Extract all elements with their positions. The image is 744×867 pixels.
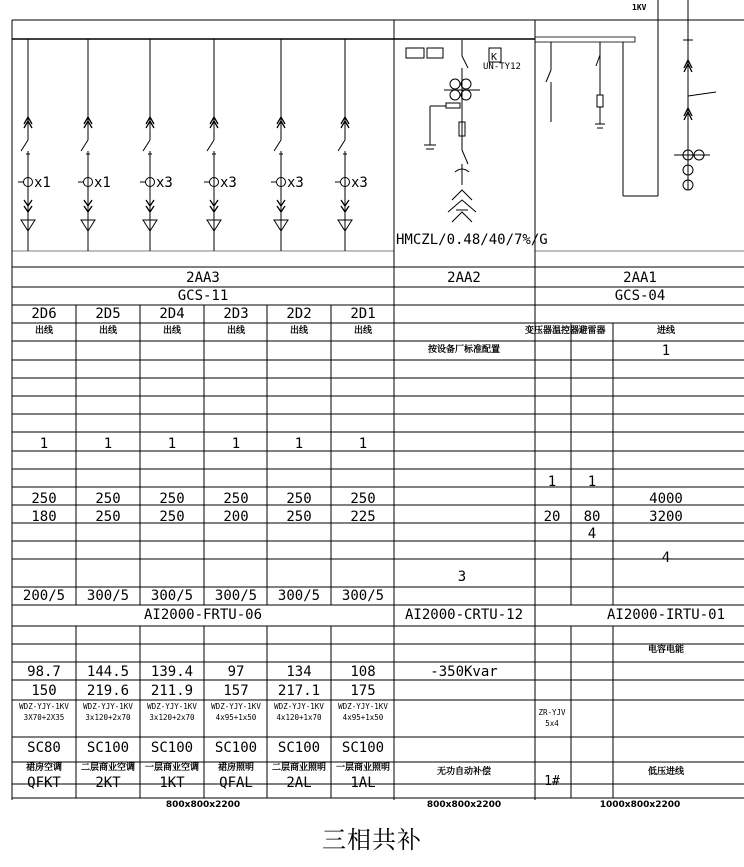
feeder-qty: 1 [231, 436, 241, 452]
load-code: 1KT [159, 775, 185, 791]
calc-current: 217.1 [277, 683, 321, 699]
breaker-frame: 250 [31, 491, 57, 507]
feeder-qty: 1 [167, 436, 177, 452]
feeder-qty: 1 [103, 436, 113, 452]
cable-spec: 3x120+2x70 [149, 713, 195, 722]
feeder-number: 2D2 [286, 306, 312, 322]
compensation-type: HMCZL/0.48/40/7%/G [396, 232, 548, 248]
temp-qty: 1 [547, 474, 557, 490]
cabinet-name: 2AA1 [623, 270, 657, 286]
arrester-extra: 4 [587, 526, 597, 542]
incoming-qty: 1 [661, 343, 671, 359]
cabinet-name: 2AA3 [186, 270, 220, 286]
comp-config: 按设备厂标准配置 [427, 345, 501, 355]
calc-power: 139.4 [150, 664, 194, 680]
load-name: 二层商业空调 [80, 763, 136, 773]
cabinet-name: 2AA2 [447, 270, 481, 286]
calc-current: 175 [350, 683, 376, 699]
calc-current: 150 [31, 683, 57, 699]
ct-ratio: 200/5 [22, 588, 66, 604]
meter-model: AI2000-IRTU-01 [606, 607, 726, 623]
calc-current: 219.6 [86, 683, 130, 699]
k-label: K [491, 52, 498, 63]
feeder-type: 出线 [289, 326, 309, 336]
feeder-number: 2D5 [95, 306, 121, 322]
breaker-frame: 250 [95, 491, 121, 507]
breaker-rating: 250 [159, 509, 185, 525]
cable-spec: 3x120+2x70 [85, 713, 131, 722]
compensation-meter-label: UN-TY12 [483, 62, 521, 72]
breaker-rating: 3200 [649, 509, 683, 525]
meter-model: AI2000-FRTU-06 [143, 607, 263, 623]
load-code: QFKT [27, 775, 61, 791]
feeder-number: 2D3 [223, 306, 249, 322]
load-name: 裙房空调 [25, 763, 63, 773]
calc-current: 157 [223, 683, 249, 699]
load-code: 2AL [286, 775, 312, 791]
feeder-type: 出线 [34, 326, 54, 336]
load-code: 2KT [95, 775, 121, 791]
cable-spec: 4x95+1x50 [215, 713, 257, 722]
feeder-type: 出线 [98, 326, 118, 336]
cable-spec: 3X70+2X35 [23, 713, 65, 722]
calc-power: 144.5 [86, 664, 130, 680]
ct-ratio: 300/5 [341, 588, 385, 604]
arrester-rating: 80 [583, 509, 601, 525]
feeder-qty: 1 [39, 436, 49, 452]
ct-ratio: 300/5 [277, 588, 321, 604]
calc-power: 97 [227, 664, 245, 680]
ct-ratio-label: x3 [156, 175, 173, 191]
breaker-frame: 250 [223, 491, 249, 507]
ct-ratio-label: x3 [220, 175, 237, 191]
feeder-qty: 1 [358, 436, 368, 452]
energy-label: 电容电能 [647, 645, 685, 655]
feeder-number: 2D6 [31, 306, 57, 322]
incoming-use: 低压进线 [647, 767, 685, 777]
arrester-qty: 1 [587, 474, 597, 490]
breaker-rating: 200 [223, 509, 249, 525]
temp-rating: 20 [543, 509, 561, 525]
meter-model: AI2000-CRTU-12 [404, 607, 524, 623]
ct-ratio: 300/5 [150, 588, 194, 604]
conduit: SC100 [277, 740, 321, 756]
feeder-number: 2D1 [350, 306, 376, 322]
breaker-rating: 250 [286, 509, 312, 525]
ct-ratio-label: x3 [287, 175, 304, 191]
cable-type: ZR-YJV [538, 708, 566, 717]
cabinet-model: GCS-04 [614, 288, 666, 304]
col-head: 避雷器 [578, 326, 606, 336]
cable-spec: 4x95+1x50 [342, 713, 384, 722]
load-name: 二层商业照明 [271, 763, 327, 773]
conduit: SC100 [214, 740, 258, 756]
load-name: 裙房照明 [217, 763, 255, 773]
breaker-frame: 250 [286, 491, 312, 507]
feeder-type: 出线 [162, 326, 182, 336]
cabinet-model: GCS-11 [177, 288, 229, 304]
breaker-rating: 180 [31, 509, 57, 525]
feeder-type: 出线 [353, 326, 373, 336]
temp-use: 1# [544, 774, 560, 789]
col-head: 进线 [656, 326, 676, 336]
cable-type: WDZ-YJY-1KV [338, 702, 388, 711]
cable-type: WDZ-YJY-1KV [19, 702, 69, 711]
comp-kvar: -350Kvar [430, 664, 498, 680]
cable-spec: 4x120+1x70 [276, 713, 322, 722]
load-name: 一层商业空调 [144, 763, 200, 773]
ct-ratio: 300/5 [86, 588, 130, 604]
feeder-qty: 1 [294, 436, 304, 452]
feeder-number: 2D4 [159, 306, 185, 322]
cable-type: WDZ-YJY-1KV [83, 702, 133, 711]
calc-power: 98.7 [27, 664, 61, 680]
ct-ratio-label: x1 [34, 175, 51, 191]
conduit: SC100 [86, 740, 130, 756]
breaker-rating: 250 [95, 509, 121, 525]
load-code: 1AL [350, 775, 376, 791]
calc-current: 211.9 [150, 683, 194, 699]
conduit: SC80 [27, 740, 61, 756]
breaker-frame: 250 [350, 491, 376, 507]
cable-type: WDZ-YJY-1KV [211, 702, 261, 711]
cabinet-size: 800x800x2200 [165, 800, 241, 810]
breaker-frame: 250 [159, 491, 185, 507]
ct-ratio-label: x3 [351, 175, 368, 191]
comp-use: 无功自动补偿 [436, 767, 492, 777]
cabinet-size: 1000x800x2200 [599, 800, 681, 810]
load-name: 一层商业照明 [335, 763, 391, 773]
incoming-extra: 4 [661, 550, 671, 566]
cable-type: WDZ-YJY-1KV [147, 702, 197, 711]
calc-power: 134 [286, 664, 312, 680]
comp-qty: 3 [457, 569, 467, 585]
feeder-type: 出线 [226, 326, 246, 336]
conduit: SC100 [150, 740, 194, 756]
cabinet-size: 800x800x2200 [426, 800, 502, 810]
conduit: SC100 [341, 740, 385, 756]
ct-ratio: 300/5 [214, 588, 258, 604]
calc-power: 108 [350, 664, 376, 680]
breaker-frame: 4000 [649, 491, 683, 507]
ct-ratio-label: x1 [94, 175, 111, 191]
cable-type: WDZ-YJY-1KV [274, 702, 324, 711]
load-code: QFAL [219, 775, 253, 791]
voltage-label: 1KV [632, 3, 647, 12]
breaker-rating: 225 [350, 509, 376, 525]
col-head: 变压器温控器 [524, 326, 580, 336]
cable-spec: 5x4 [545, 719, 559, 728]
diagram-title: 三相共补 [322, 826, 422, 854]
